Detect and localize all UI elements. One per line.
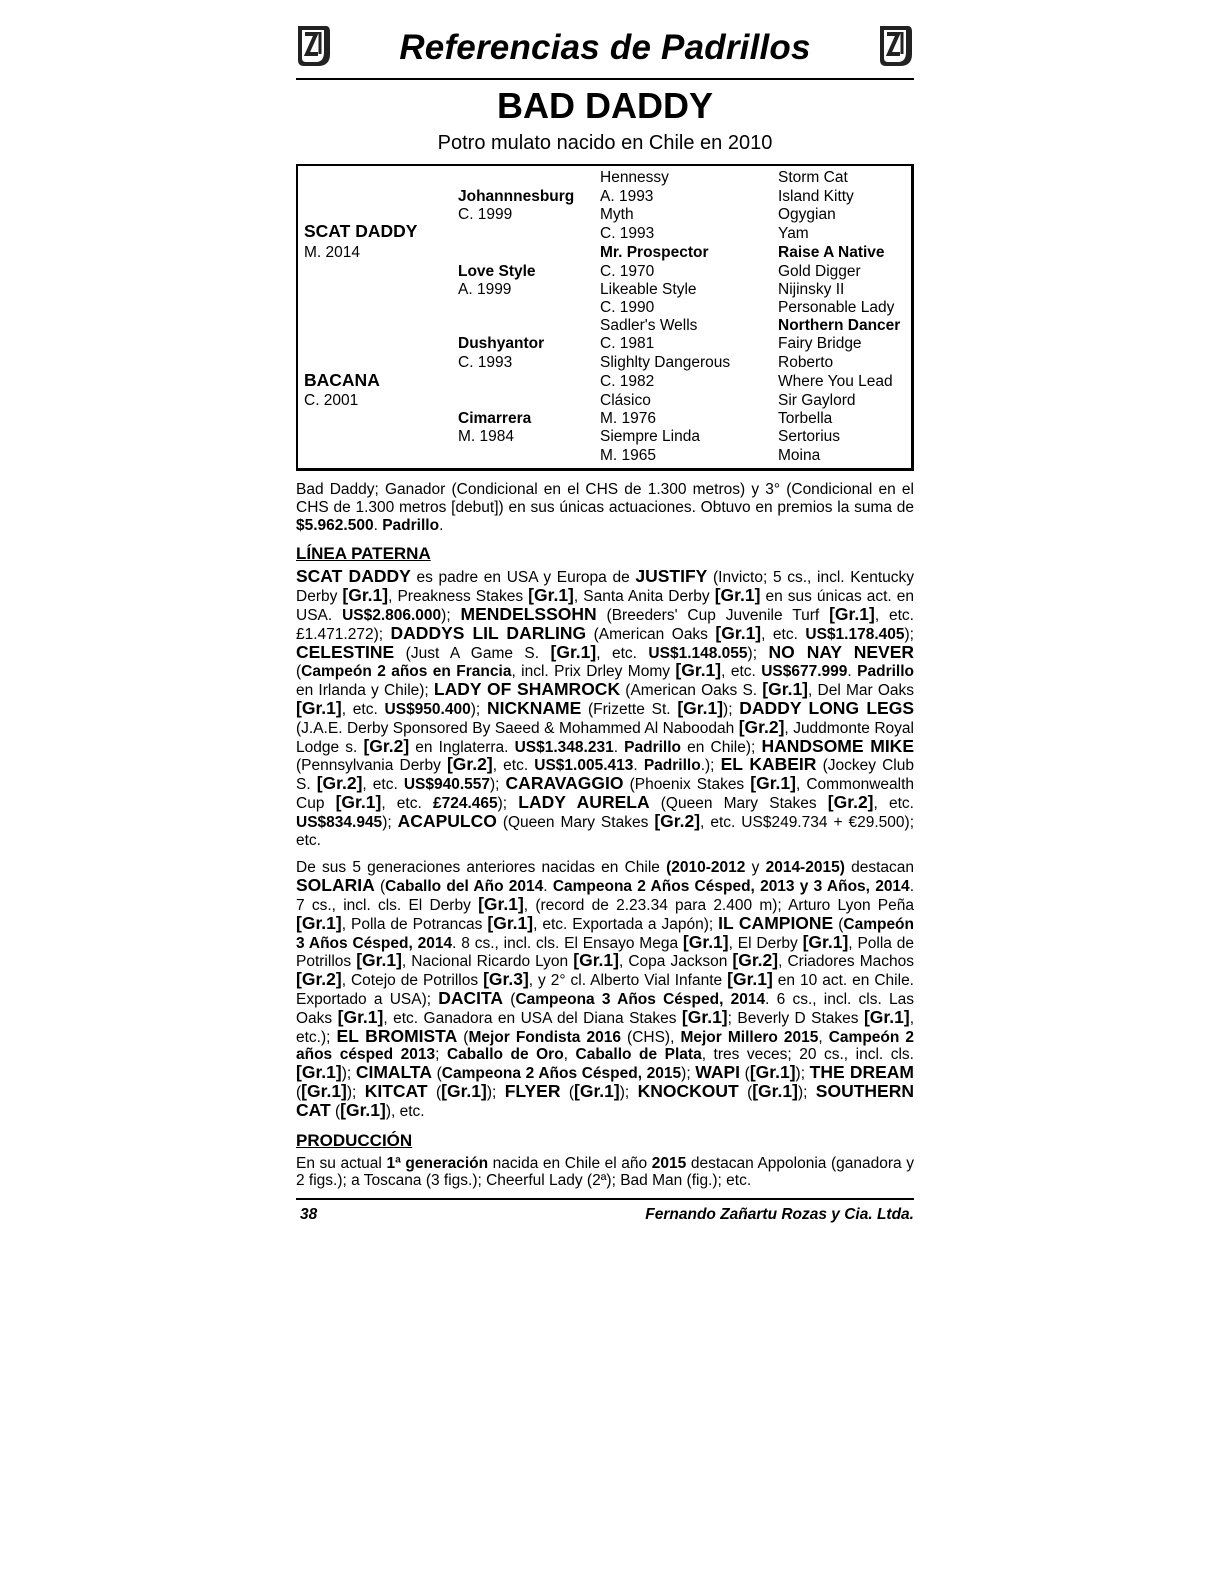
- sire-dam-name: Love Style: [458, 263, 536, 280]
- intro-text: Bad Daddy; Ganador (Condicional en el CHS de 1.300 metros) y 3° (Condicional en el CHS de 1.300 metros [debut]) en sus únicas actuaciones. Obtuvo en premios la suma de: [296, 481, 914, 516]
- gen3-detail: C. 1982: [600, 373, 655, 390]
- sire-sire-name: Johannnesburg: [458, 188, 575, 205]
- gen3-name: Mr. Prospector: [600, 244, 709, 261]
- page-footer: [296, 1198, 914, 1228]
- gen4-name: Personable Lady: [778, 299, 895, 316]
- page-header: [296, 18, 914, 80]
- gen4-name: Torbella: [778, 410, 833, 427]
- earnings-amount: $5.962.500: [296, 516, 374, 534]
- gen3-name: Slighlty Dangerous: [600, 354, 731, 371]
- gen3-detail: C. 1981: [600, 335, 655, 352]
- gen3-detail: C. 1970: [600, 263, 655, 280]
- gen4-name: Northern Dancer: [778, 317, 901, 334]
- gen3-detail: C. 1990: [600, 299, 655, 316]
- local-progeny-paragraph: De sus 5 generaciones anteriores nacidas en Chile (2010-2012 y 2014-2015) destacan SOLARIA (Caballo del Año 2014. Campeona 2 Años Césped, 2013 y 3 Años, 2014. 7 cs., incl. cls. El Derby [Gr.1], (record de 2.23.34 para 2.400 m); Arturo Lyon Peña [Gr.1], Polla de Potrancas [Gr.1], etc. Exportada a Japón); IL CAMPIONE (Campeón 3 Años Césped, 2014. 8 cs., incl. cls. El Ensayo Mega [Gr.1], El Derby [Gr.1], Polla de Potrillos [Gr.1], Nacional Ricardo Lyon [Gr.1], Copa Jackson [Gr.2], Criadores Machos [Gr.2], Cotejo de Potrillos [Gr.3], y 2° cl. Alberto Vial Infante [Gr.1] en 10 act. en Chile. Exportado a USA); DACITA (Campeona 3 Años Césped, 2014. 6 cs., incl. cls. Las Oaks [Gr.1], etc. Ganadora en USA del Diana Stakes [Gr.1]; Beverly D Stakes [Gr.1], etc.); EL BROMISTA (Mejor Fondista 2016 (CHS), Mejor Millero 2015, Campeón 2 años césped 2013; Caballo de Oro, Caballo de Plata, tres veces; 20 cs., incl. cls. [Gr.1]); CIMALTA (Campeona 2 Años Césped, 2015); WAPI ([Gr.1]); THE DREAM ([Gr.1]); KITCAT ([Gr.1]); FLYER ([Gr.1]); KNOCKOUT ([Gr.1]); SOUTHERN CAT ([Gr.1]), etc.: [296, 859, 915, 1120]
- gen4-name: Fairy Bridge: [778, 335, 862, 352]
- gen4-name: Where You Lead: [778, 373, 893, 390]
- intro-paragraph: [296, 481, 914, 534]
- production-paragraph: En su actual 1ª generación nacida en Chile el año 2015 destacan Appolonia (ganadora y 2 figs.); a Toscana (3 figs.); Cheerful Lady (2ª); Bad Man (fig.); etc.: [296, 1154, 914, 1190]
- gen3-name: Clásico: [600, 392, 651, 409]
- gen3-detail: M. 1976: [600, 410, 657, 427]
- gen4-name: Gold Digger: [778, 263, 861, 280]
- dam-dam-name: Cimarrera: [458, 410, 532, 427]
- dam-sire-detail: C. 1993: [458, 354, 513, 371]
- dam-dam-detail: M. 1984: [458, 428, 515, 445]
- pedigree-table: [296, 164, 914, 471]
- gen3-name: Myth: [600, 206, 634, 223]
- dam-name: BACANA: [304, 370, 380, 390]
- sire-detail: M. 2014: [304, 244, 361, 261]
- gen3-name: Hennessy: [600, 169, 669, 186]
- stud-logo-icon: [878, 24, 914, 68]
- sire-dam-detail: A. 1999: [458, 281, 512, 298]
- paternal-line-paragraph: SCAT DADDY es padre en USA y Europa de JUSTIFY (Invicto; 5 cs., incl. Kentucky Derby [Gr.1], Preakness Stakes [Gr.1], Santa Anita Derby [Gr.1] en sus únicas act. en USA. US$2.806.000); MENDELSSOHN (Breeders' Cup Juvenile Turf [Gr.1], etc. £1.471.272); DADDYS LIL DARLING (American Oaks [Gr.1], etc. US$1.178.405); CELESTINE (Just A Game S. [Gr.1], etc. US$1.148.055); NO NAY NEVER (Campeón 2 años en Francia, incl. Prix Drley Momy [Gr.1], etc. US$677.999. Padrillo en Irlanda y Chile); LADY OF SHAMROCK (American Oaks S. [Gr.1], Del Mar Oaks [Gr.1], etc. US$950.400); NICKNAME (Frizette St. [Gr.1]); DADDY LONG LEGS (J.A.E. Derby Sponsored By Saeed & Mohammed Al Naboodah [Gr.2], Juddmonte Royal Lodge s. [Gr.2] en Inglaterra. US$1.348.231. Padrillo en Chile); HANDSOME MIKE (Pennsylvania Derby [Gr.2], etc. US$1.005.413. Padrillo.); EL KABEIR (Jockey Club S. [Gr.2], etc. US$940.557); CARAVAGGIO (Phoenix Stakes [Gr.1], Commonwealth Cup [Gr.1], etc. £724.465); LADY AURELA (Queen Mary Stakes [Gr.2], etc. US$834.945); ACAPULCO (Queen Mary Stakes [Gr.2], etc. US$249.734 + €29.500); etc.: [296, 566, 915, 849]
- section-heading-production: PRODUCCIÓN: [296, 1130, 413, 1150]
- section-heading-paternal-line: LÍNEA PATERNA: [296, 544, 431, 564]
- sire-name: SCAT DADDY: [304, 221, 418, 241]
- gen4-name: Sertorius: [778, 428, 841, 445]
- intro-end: .: [439, 516, 444, 534]
- dam-detail: C. 2001: [304, 392, 359, 409]
- page-number: 38: [300, 1206, 318, 1224]
- gen3-name: Likeable Style: [600, 281, 697, 298]
- gen3-detail: A. 1993: [600, 188, 654, 205]
- gen3-detail: M. 1965: [600, 447, 657, 464]
- page-header-title: Referencias de Padrillos: [399, 28, 811, 67]
- horse-description: Potro mulato nacido en Chile en 2010: [437, 132, 773, 154]
- gen4-name: Raise A Native: [778, 244, 885, 261]
- gen4-name: Storm Cat: [778, 169, 848, 186]
- gen4-name: Nijinsky II: [778, 281, 845, 298]
- intro-separator: .: [373, 516, 383, 534]
- gen3-name: Siempre Linda: [600, 428, 700, 445]
- gen4-name: Moina: [778, 447, 821, 464]
- horse-name: BAD DADDY: [497, 85, 713, 126]
- stud-role: Padrillo: [382, 516, 440, 534]
- sire-sire-detail: C. 1999: [458, 206, 513, 223]
- gen4-name: Roberto: [778, 354, 834, 371]
- gen3-name: Sadler's Wells: [600, 317, 698, 334]
- company-name: Fernando Zañartu Rozas y Cia. Ltda.: [645, 1206, 914, 1224]
- gen4-name: Yam: [778, 225, 809, 242]
- gen4-name: Sir Gaylord: [778, 392, 856, 409]
- gen4-name: Island Kitty: [778, 188, 854, 205]
- document-page: [296, 18, 914, 1228]
- dam-sire-name: Dushyantor: [458, 335, 545, 352]
- gen4-name: Ogygian: [778, 206, 836, 223]
- gen3-detail: C. 1993: [600, 225, 655, 242]
